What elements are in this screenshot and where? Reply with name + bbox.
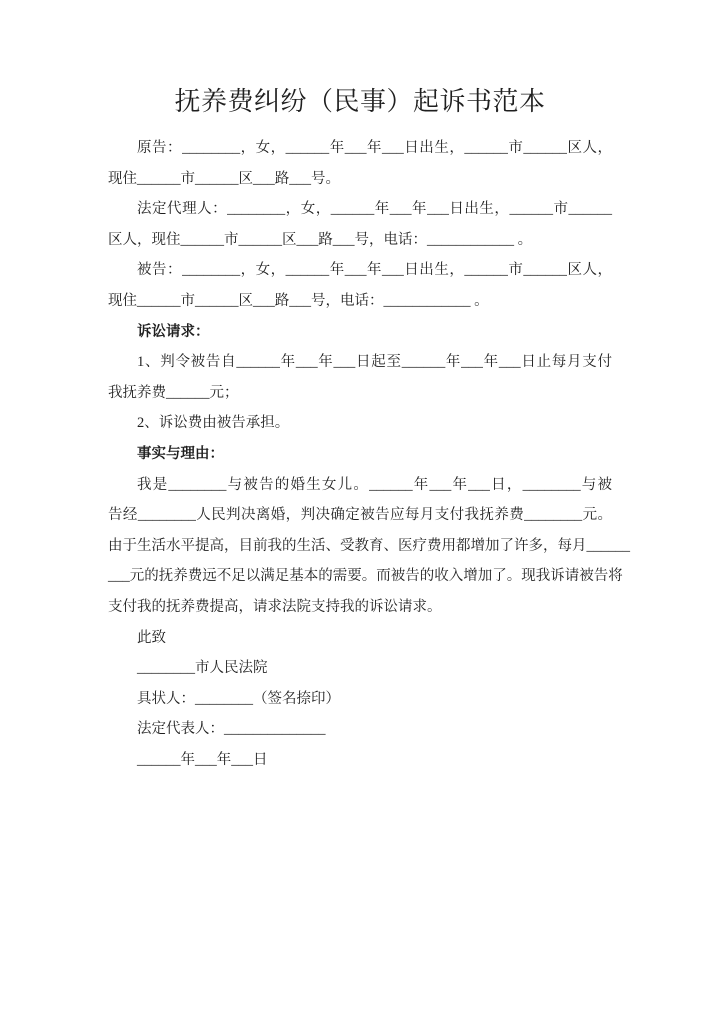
line-legal-representative: 法定代表人：______________	[137, 721, 326, 738]
line-date: ______年___年___日	[137, 751, 268, 768]
line-facts-2: 告经________人民判决离婚，判决确定被告应每月支付我抚养费________元。	[108, 507, 612, 524]
line-facts-5: 支付我的抚养费提高，请求法院支持我的诉讼请求。	[108, 598, 442, 615]
document-title: 抚养费纠纷（民事）起诉书范本	[174, 87, 546, 116]
line-petitioner: 具状人：________（签名捺印）	[137, 690, 340, 707]
line-facts-3: 由于生活水平提高，目前我的生活、受教育、医疗费用都增加了许多，每月______	[108, 537, 630, 554]
heading-facts-reasons: 事实与理由：	[137, 445, 224, 462]
line-salutation: 此致	[137, 629, 166, 646]
line-plaintiff-info-2: 现住______市______区___路___号。	[108, 170, 340, 187]
line-court-name: ________市人民法院	[137, 660, 268, 677]
line-defendant-info-2: 现住______市______区___路___号，电话：____________ 。	[108, 292, 489, 309]
heading-claims: 诉讼请求：	[137, 323, 210, 340]
line-claim-2: 2、诉讼费由被告承担。	[137, 415, 290, 432]
line-legal-agent-info-2: 区人，现住______市______区___路___号，电话：____________ 。	[108, 231, 533, 248]
line-defendant-info-1: 被告：________，女，______年___年___日出生，______市______区人，	[137, 262, 612, 279]
line-plaintiff-info-1: 原告：________，女，______年___年___日出生，______市______区人，	[137, 140, 612, 156]
line-legal-agent-info-1: 法定代理人：________，女，______年___年___日出生，______市______	[137, 201, 612, 218]
document-body	[108, 133, 630, 775]
line-facts-1: 我是________与被告的婚生女儿。______年___年___日，________与被	[137, 476, 612, 493]
line-facts-4: ___元的抚养费远不足以满足基本的需要。而被告的收入增加了。现我诉请被告将	[108, 568, 623, 585]
line-claim-1a: 1、判令被告自______年___年___日起至______年___年___日止每月支付	[137, 354, 612, 371]
line-claim-1b: 我抚养费______元；	[108, 384, 239, 401]
